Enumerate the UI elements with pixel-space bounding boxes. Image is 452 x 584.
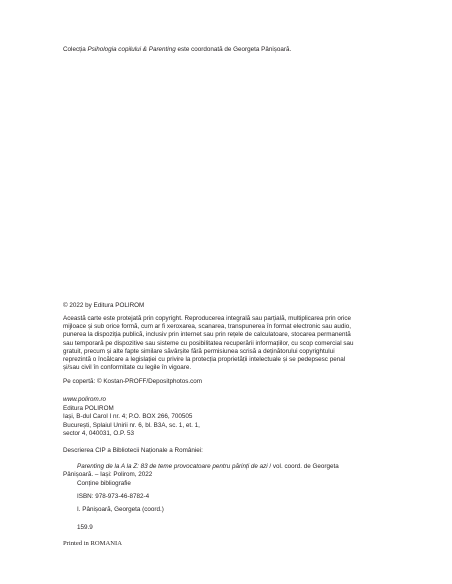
publisher-address-iasi: Iași, B-dul Carol I nr. 4; P.O. BOX 266, 700505	[63, 413, 193, 420]
isbn: ISBN: 978-973-46-8782-4	[77, 493, 150, 500]
cip-book-title: Parenting de la A la Z: 83 de teme provocatoare pentru părinți de azi	[77, 463, 268, 470]
cover-credit: Pe copertă: © Kostan-PROFF/Depositphotos.com	[63, 378, 203, 385]
series-note-prefix: Colecția	[63, 46, 88, 53]
cip-title	[77, 463, 339, 471]
cip-heading: Descrierea CIP a Bibliotecii Naționale a României:	[63, 447, 203, 454]
copyright-notice	[63, 315, 389, 372]
publisher-address-sector: sector 4, 040031, O.P. 53	[63, 430, 134, 437]
notice-line: reprezintă o încălcare a legislației cu privire la protecția proprietății intelectuale și se pedepsesc penal	[63, 356, 346, 364]
series-note	[63, 46, 291, 54]
publisher-name: Editura POLIROM	[63, 405, 114, 412]
cip-coordination: / vol. coord. de Georgeta	[267, 463, 339, 470]
notice-line: gratuit, precum și alte fapte similare săvârșite fără permisiunea scrisă a deținătorului copyrightului	[63, 347, 335, 355]
notice-line: mijloace și sub orice formă, cum ar fi xeroxarea, scanarea, transpunerea în format electronic sau audio,	[63, 323, 352, 331]
notice-line: Această carte este protejată prin copyright. Reproducerea integrală sau parțială, multiplicarea prin orice	[63, 315, 352, 322]
printed-in: Printed in ROMANIA	[63, 540, 122, 547]
cip-contents: Conține bibliografie	[77, 480, 131, 487]
publisher-address-bucuresti: București, Splaiul Unirii nr. 6, bl. B3A, sc. 1, et. 1,	[63, 422, 200, 429]
cip-title-line2: Pânișoară. – Iași: Polirom, 2022	[63, 471, 153, 478]
cip-author: I. Pânișoară, Georgeta (coord.)	[77, 506, 164, 513]
notice-line: punerea la dispoziția publică, inclusiv prin internet sau prin rețele de calculatoare, stocarea permanentă	[63, 331, 351, 339]
notice-line: sau temporară pe dispozitive sau sisteme cu posibilitatea recuperării informațiilor, cu scop comercial sau	[63, 339, 354, 347]
copyright-line: © 2022 by Editura POLIROM	[63, 302, 145, 309]
notice-line: și/sau civil în conformitate cu legile în vigoare.	[63, 364, 192, 372]
publisher-website[interactable]: www.polirom.ro	[63, 396, 107, 403]
series-note-suffix: este coordonată de Georgeta Pânișoară.	[175, 46, 292, 53]
series-title: Psihologia copilului & Parenting	[87, 46, 176, 53]
classification-code: 159.9	[77, 524, 93, 531]
